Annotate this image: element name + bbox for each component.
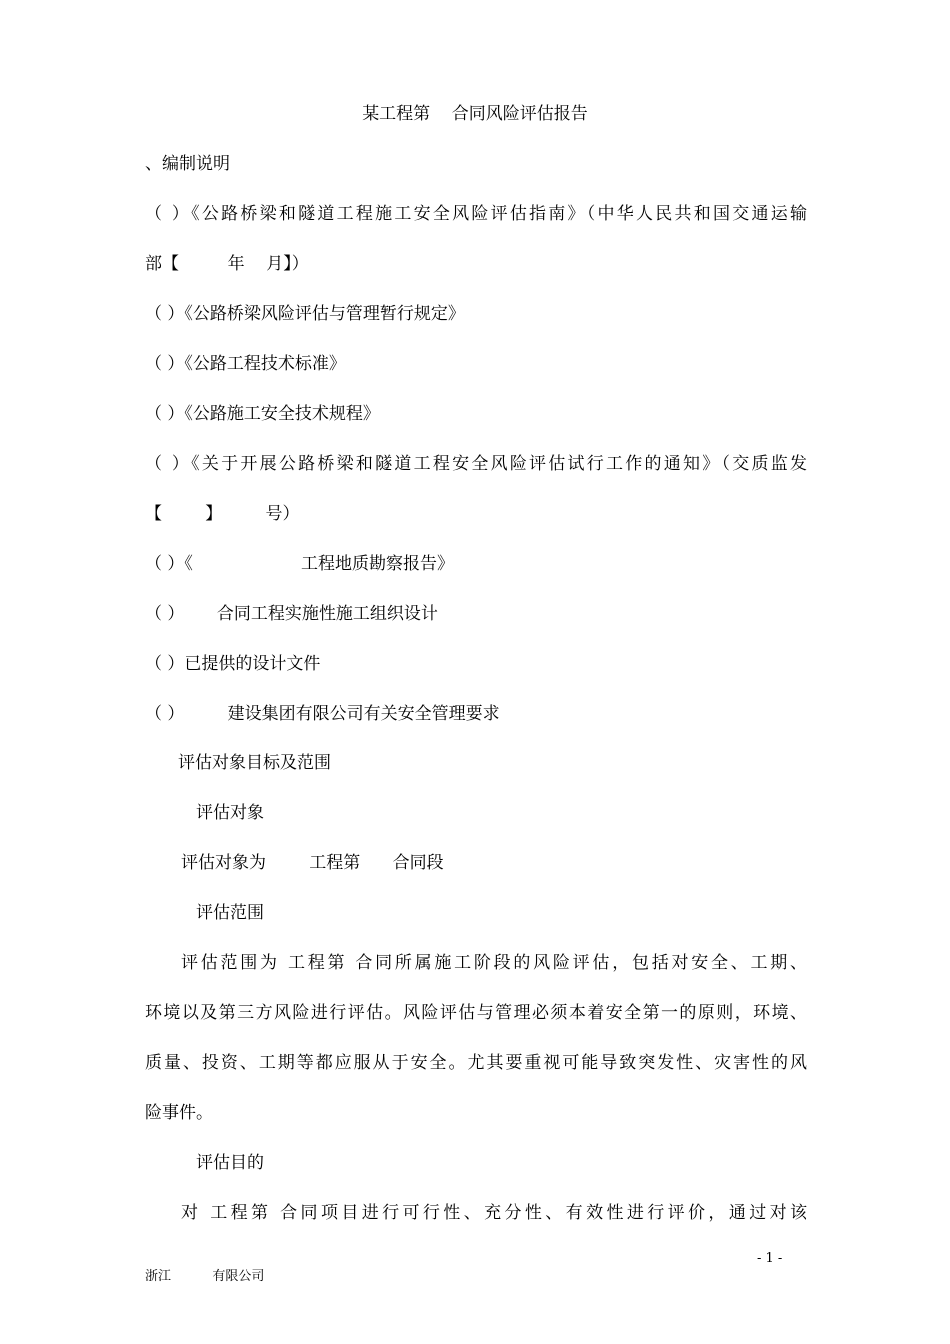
paragraph-line: 险事件。 [145,1103,213,1123]
paragraph-line: 质量、投资、工期等都应服从于安全。尤其要重视可能导致突发性、灾害性的风 [145,1053,807,1073]
subsection-heading-object: 评估对象 [196,803,264,823]
section-heading-scope: 评估对象目标及范围 [178,753,331,773]
reference-item-continued: 【 】 号） [145,504,300,524]
page-title: 某工程第 合同风险评估报告 [362,104,588,124]
section-heading-compilation-notes: 、编制说明 [145,154,230,174]
reference-item: （ ）《公路桥梁和隧道工程施工安全风险评估指南》（中华人民共和国交通运输 [145,204,807,224]
reference-item: （ ）《公路桥梁风险评估与管理暂行规定》 [145,304,465,324]
subsection-heading-purpose: 评估目的 [196,1153,264,1173]
footer-company: 浙江 有限公司 [145,1269,265,1284]
page-number: - 1 - [757,1251,783,1266]
reference-item-continued: 部【 年 月】） [145,254,309,274]
paragraph-line: 评估范围为 工程第 合同所属施工阶段的风险评估，包括对安全、工期、 [181,953,807,973]
reference-item: （ ） 建设集团有限公司有关安全管理要求 [145,704,500,724]
reference-item: （ ）《公路工程技术标准》 [145,354,346,374]
subsection-heading-range: 评估范围 [196,903,264,923]
reference-item: （ ）已提供的设计文件 [145,654,321,674]
reference-item: （ ）《 工程地质勘察报告》 [145,554,454,574]
paragraph-line: 对 工程第 合同项目进行可行性、充分性、有效性进行评价，通过对该 [181,1203,807,1223]
reference-item: （ ）《公路施工安全技术规程》 [145,404,380,424]
reference-item: （ ） 合同工程实施性施工组织设计 [145,604,438,624]
paragraph-line: 评估对象为 工程第 合同段 [181,853,444,873]
reference-item: （ ）《关于开展公路桥梁和隧道工程安全风险评估试行工作的通知》（交质监发 [145,454,807,474]
paragraph-line: 环境以及第三方风险进行评估。风险评估与管理必须本着安全第一的原则，环境、 [145,1003,807,1023]
